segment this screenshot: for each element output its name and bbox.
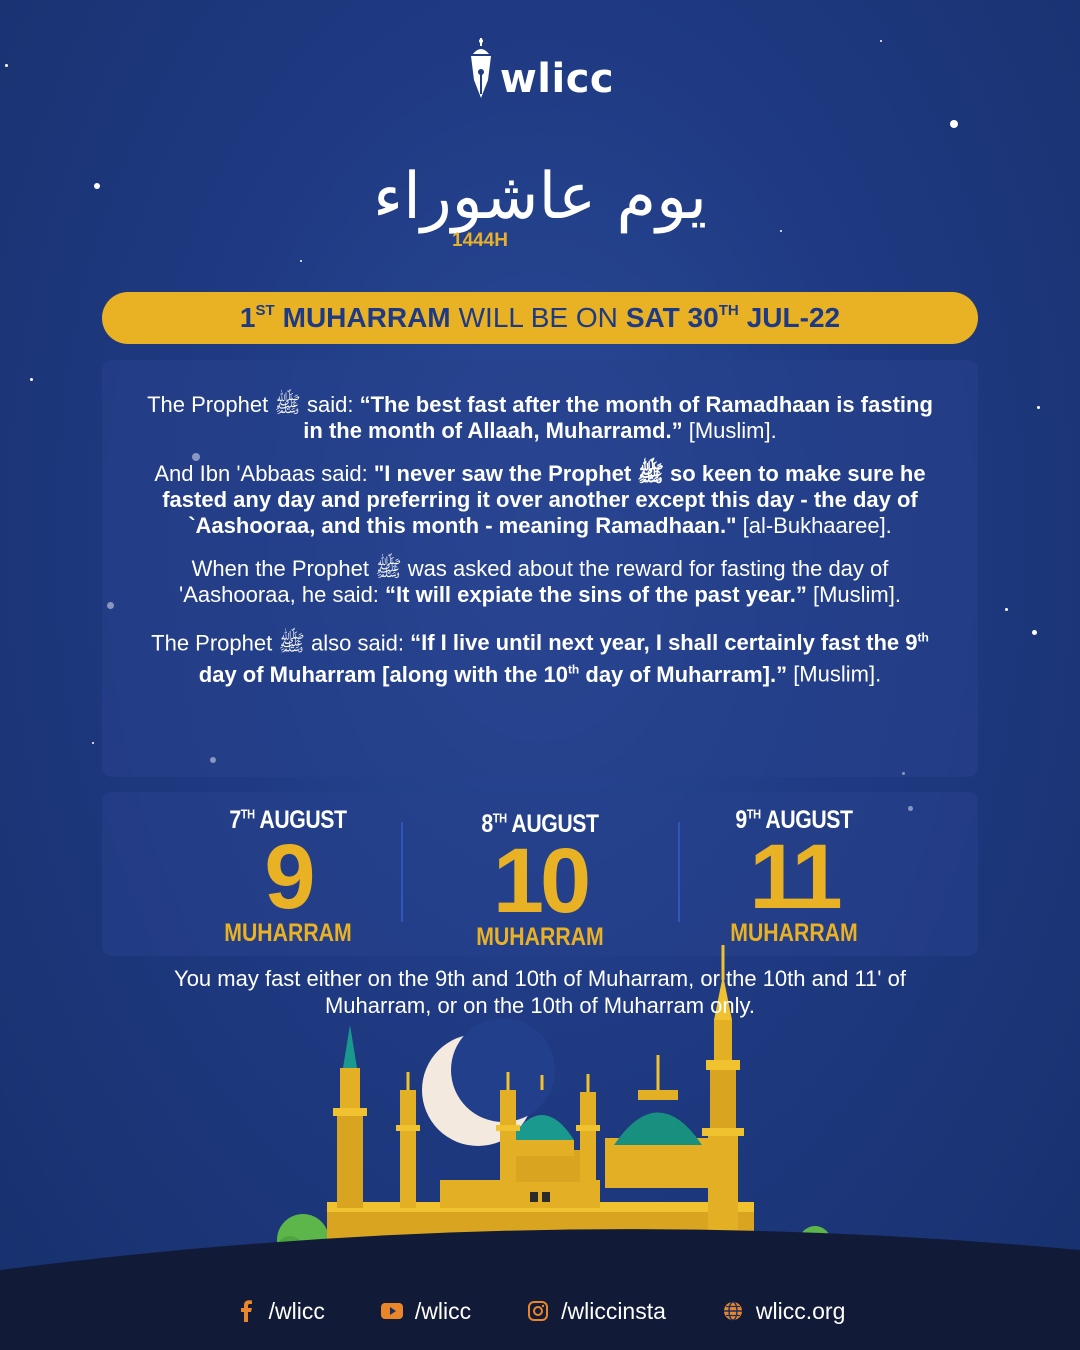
fasting-dates-panel — [102, 792, 978, 956]
instagram-icon — [527, 1300, 549, 1322]
date-card-10: 8TH AUGUST 10 MUHARRAM — [440, 810, 640, 952]
social-footer — [0, 1272, 1080, 1350]
minaret-pen-icon — [466, 38, 496, 102]
hadith-3: When the Prophet ﷺ was asked about the reward for fasting the day of 'Aashooraa, he said: “It will expiate the sins of the past year.” [Muslim]. — [179, 556, 901, 607]
hijri-year: 1444H — [452, 230, 508, 251]
hadith-panel — [102, 360, 978, 777]
ashura-calligraphy: يوم عاشوراء — [373, 160, 707, 234]
social-instagram[interactable]: /wliccinsta — [527, 1298, 666, 1325]
banner-date: SAT 30 — [625, 302, 719, 333]
green-dome — [605, 1055, 711, 1188]
hadith-1: The Prophet ﷺ said: “The best fast after the month of Ramadhaan is fasting in the month of Allaah, Muharramd.” [Muslim]. — [147, 392, 933, 443]
muharram-day-number: 11 — [749, 826, 839, 928]
fasting-options-note: You may fast either on the 9th and 10th of Muharram, or the 10th and 11' of Muharram, or on the 10th of Muharram only. — [174, 966, 906, 1018]
hadith-2: And Ibn 'Abbaas said: "I never saw the Prophet ﷺ so keen to make sure he fasted any day and preferring it over another except this day - the day of `Aashooraa, and this month - meaning Ramadhaan." [al-Bukhaaree]. — [154, 461, 926, 538]
brand-name: wlicc — [499, 56, 615, 102]
social-website[interactable]: wlicc.org — [722, 1298, 845, 1325]
hadith-4: The Prophet ﷺ also said: “If I live until next year, I shall certainly fast the 9th day of Muharram [along with the 10th day of Muharram].” [Muslim]. — [151, 630, 929, 687]
banner-day: 1 — [239, 302, 256, 333]
banner-will-be-on: WILL BE ON — [458, 302, 618, 333]
banner-date-suffix: TH — [718, 301, 739, 319]
date-card-11: 9TH AUGUST 11 MUHARRAM — [694, 806, 894, 948]
youtube-icon — [381, 1300, 403, 1322]
left-minaret — [333, 1025, 367, 1208]
banner-month: MUHARRAM — [282, 302, 451, 333]
facebook-icon — [235, 1300, 257, 1322]
social-youtube[interactable]: /wlicc — [381, 1298, 471, 1325]
muharram-label: MUHARRAM — [476, 923, 604, 951]
globe-icon — [722, 1300, 744, 1322]
muharram-day-number: 10 — [492, 830, 588, 932]
muharram-day-number: 9 — [264, 826, 312, 928]
ashura-title — [0, 160, 1080, 251]
small-minaret — [396, 1072, 420, 1208]
muharram-start-banner — [102, 292, 978, 344]
brand-logo — [0, 38, 1080, 106]
date-divider — [401, 822, 403, 922]
banner-month-year: JUL-22 — [746, 302, 841, 333]
muharram-label: MUHARRAM — [224, 919, 352, 947]
date-card-9: 7TH AUGUST 9 MUHARRAM — [188, 806, 388, 948]
banner-day-suffix: ST — [255, 301, 275, 319]
muharram-label: MUHARRAM — [730, 919, 858, 947]
social-facebook[interactable]: /wlicc — [235, 1298, 325, 1325]
date-divider — [678, 822, 680, 922]
